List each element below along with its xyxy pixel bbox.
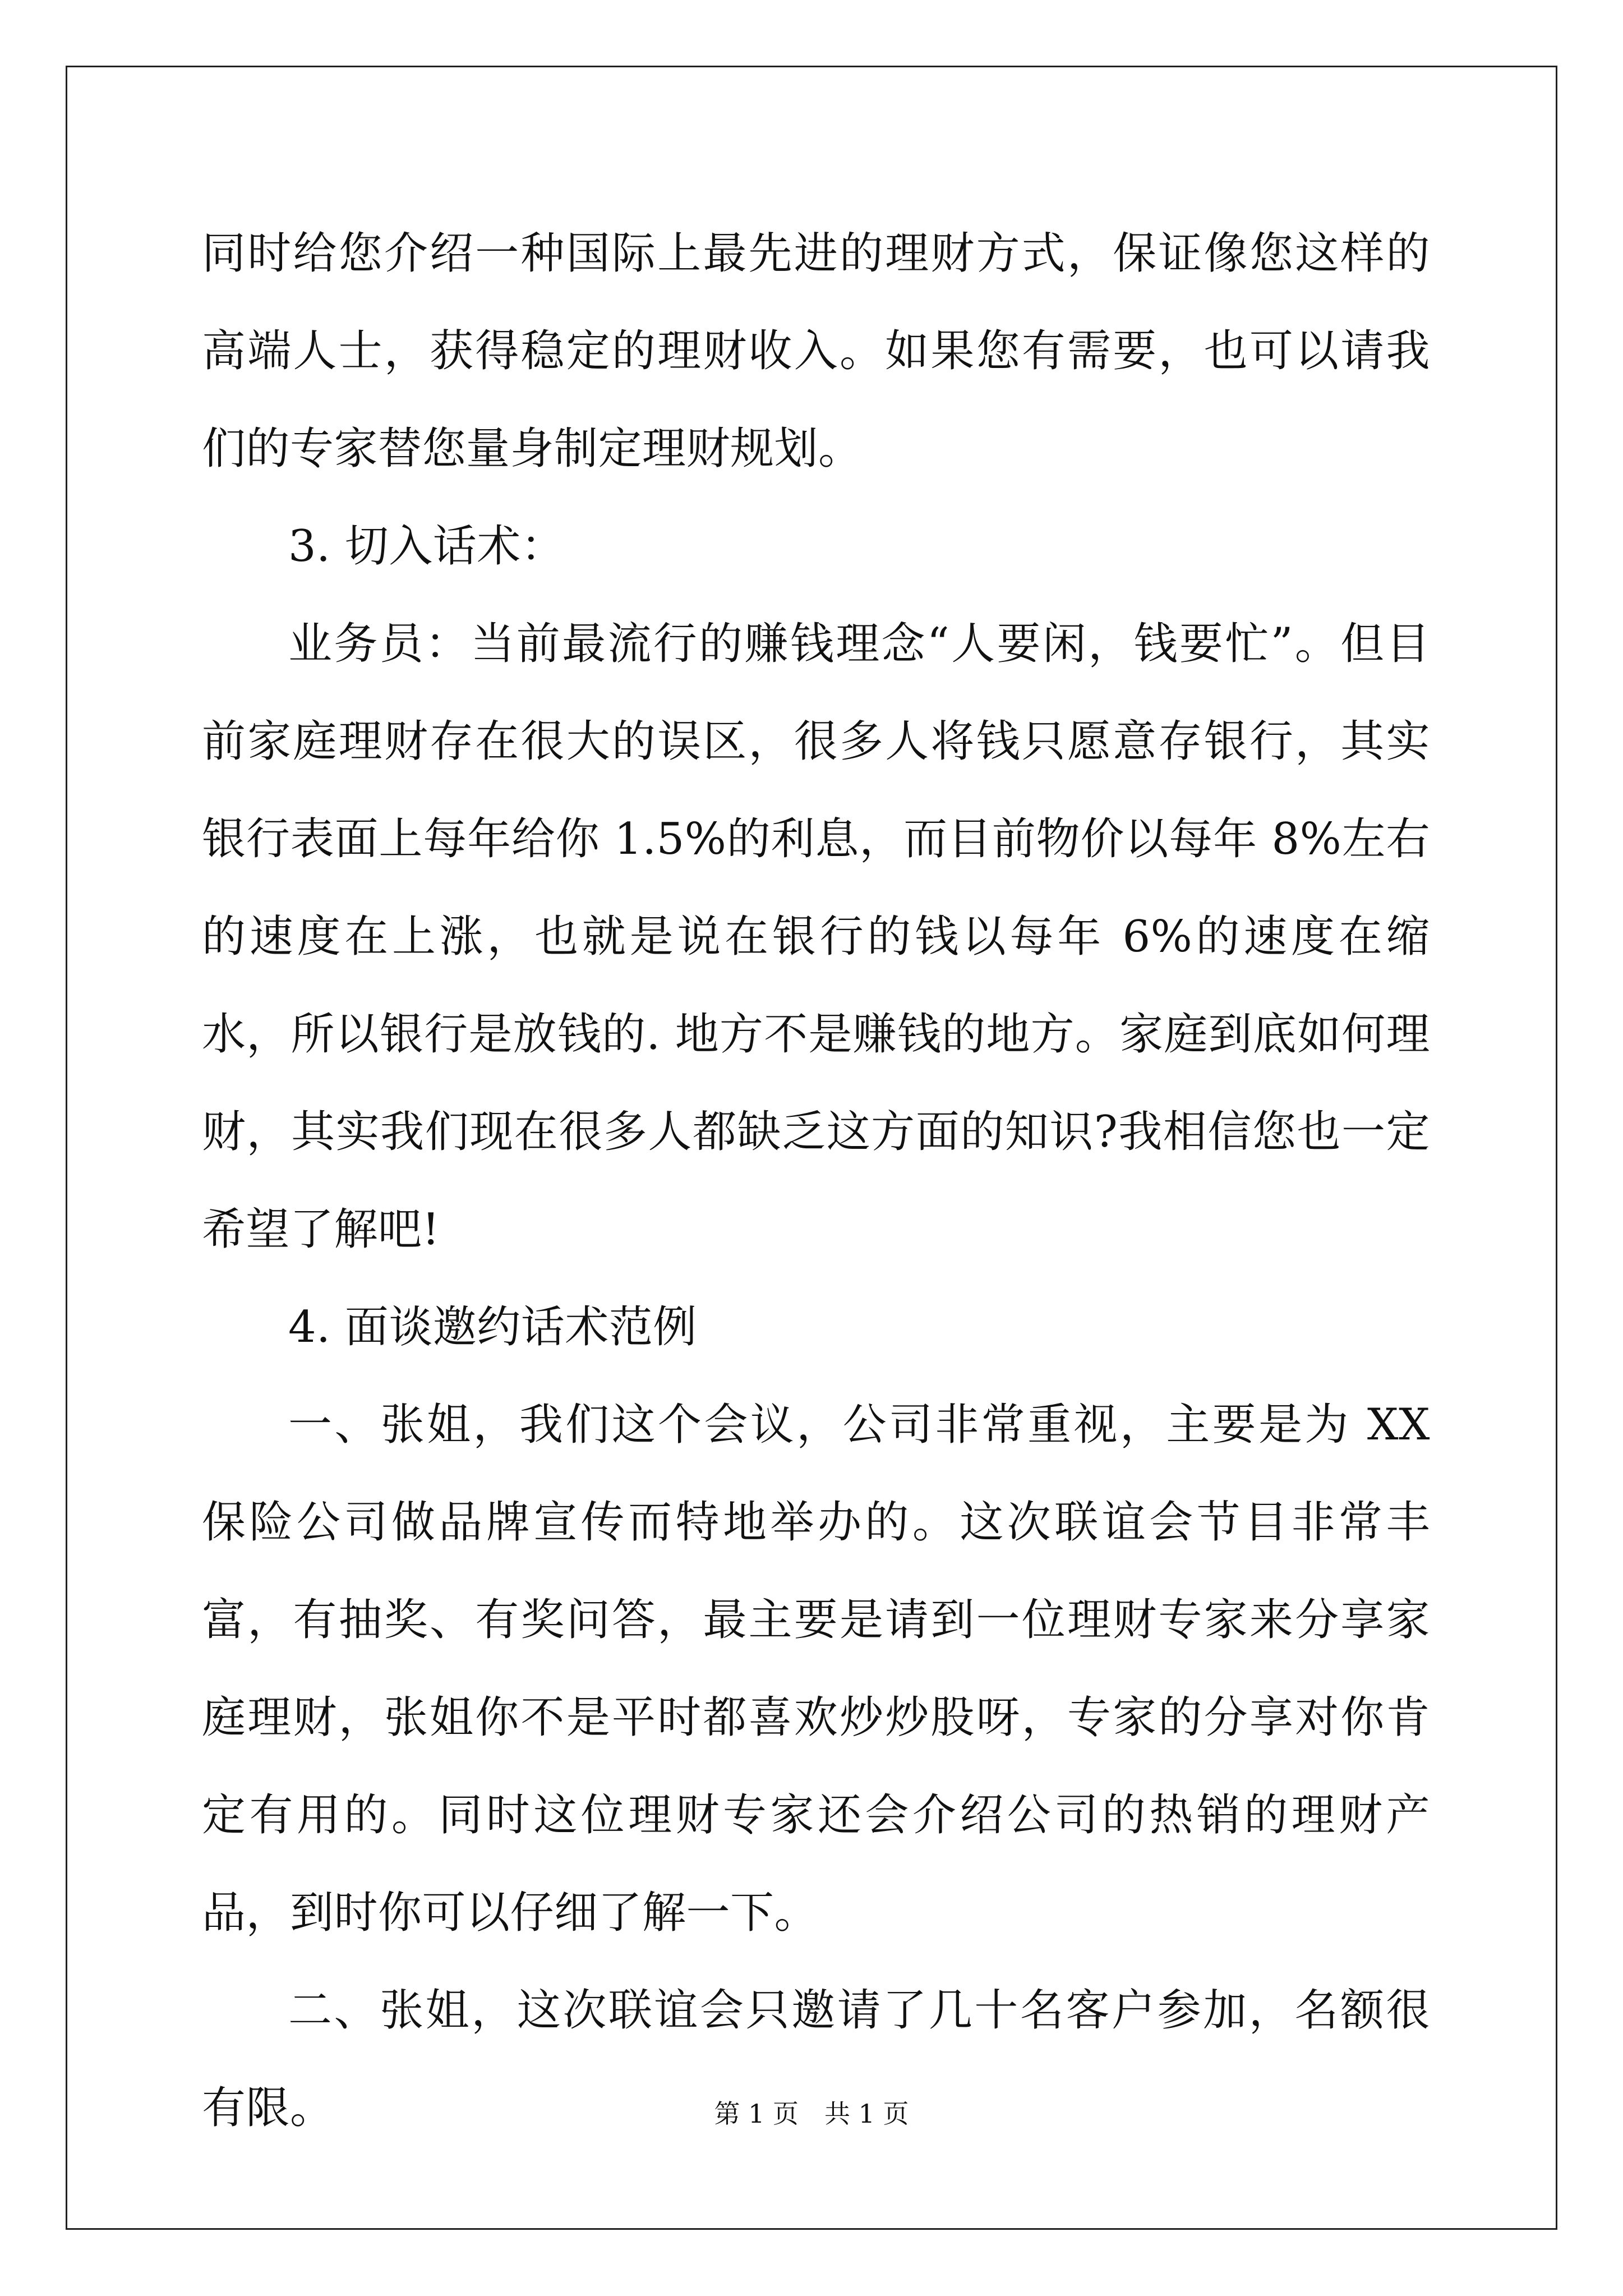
- paragraph-2-heading: 3. 切入话术：: [288, 521, 565, 572]
- paragraph-6: 二、张姐，这次联谊会只邀请了几十名客户参加，名额很有限。: [202, 1985, 1430, 2133]
- paragraph-1: 同时给您介绍一种国际上最先进的理财方式，保证像您这样的高端人士，获得稳定的理财收入。如果您有需要，也可以请我们的专家替您量身制定理财规划。: [202, 228, 1430, 474]
- paragraph-3: 业务员：当前最流行的赚钱理念“人要闲，钱要忙”。但目前家庭理财存在很大的误区，很多人将钱只愿意存银行，其实银行表面上每年给你 1.5%的利息，而目前物价以每年 8%左右的速度在上涨，也就是说在银行的钱以每年 6%的速度在缩水，所以银行是放钱的. 地方不是赚钱的地方。家庭到底如何理财，其实我们现在很多人都缺乏这方面的知识?我相信您也一定希望了解吧!: [202, 619, 1430, 1255]
- document-body: [202, 205, 1430, 2157]
- paragraph-5: 一、张姐，我们这个会议，公司非常重视，主要是为 XX 保险公司做品牌宣传而特地举办的。这次联谊会节目非常丰富，有抽奖、有奖问答，最主要是请到一位理财专家来分享家庭理财，张姐你不是平时都喜欢炒炒股呀，专家的分享对你肯定有用的。同时这位理财专家还会介绍公司的热销的理财产品，到时你可以仔细了解一下。: [202, 1400, 1430, 1938]
- paragraph-4-heading: 4. 面谈邀约话术范例: [288, 1302, 697, 1352]
- page-number-footer: 第 1 页 共 1 页: [714, 2099, 909, 2129]
